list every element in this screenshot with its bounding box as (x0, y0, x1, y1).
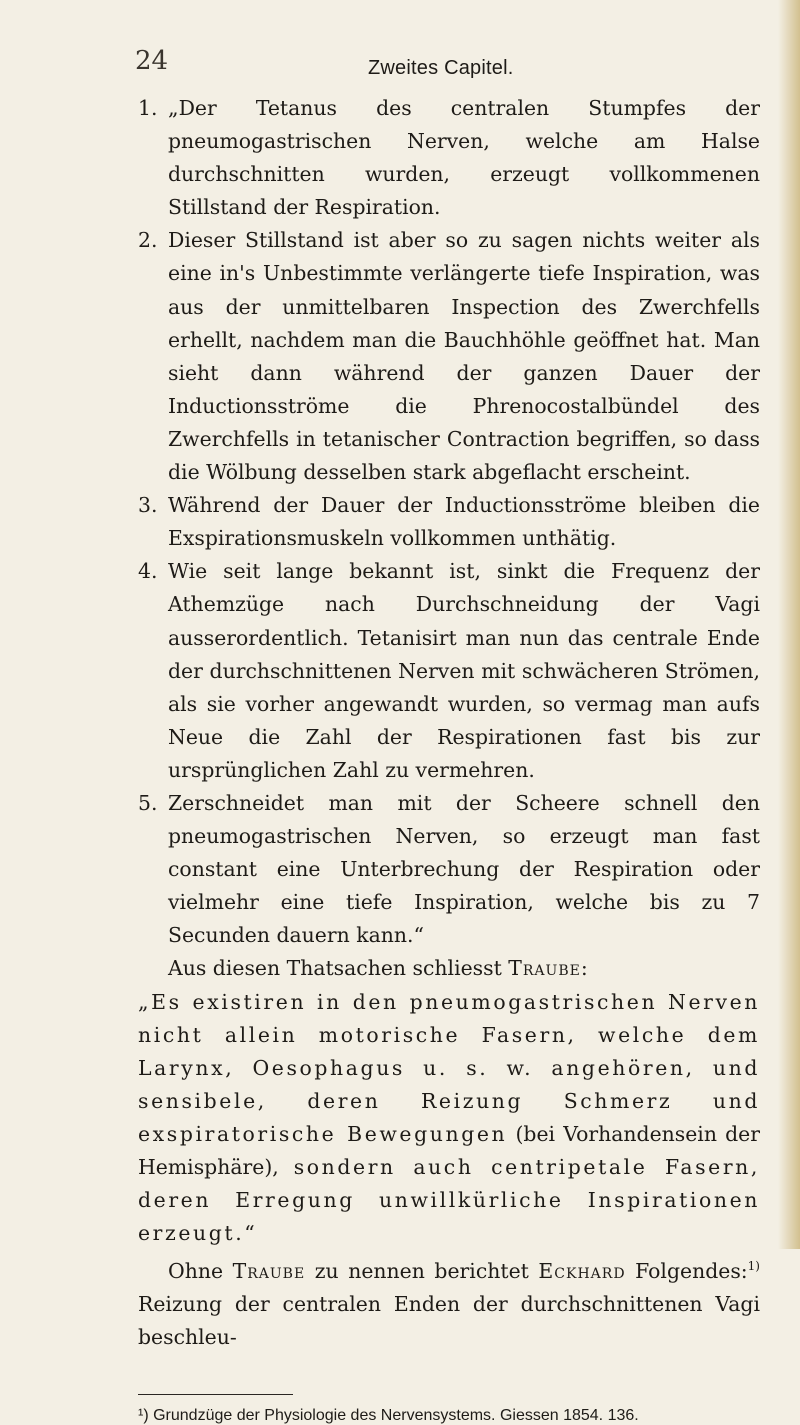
body-text (138, 92, 760, 1354)
item-text: „Der Tetanus des centralen Stumpfes der pneumogastrischen Nerven, welche am Halse durchschnitten wurden, erzeugt vollkommenen Stillstand der Respiration. (168, 96, 760, 220)
item-text: Wie seit lange bekannt ist, sinkt die Frequenz der Athemzüge nach Durchschneidung der Vagi ausserordentlich. Tetanisirt man nun das centrale Ende der durchschnittenen Nerven mit schwächeren Strömen, als sie vorher angewandt wurden, so vermag man aufs Neue die Zahl der Respirationen fast bis zur ursprünglichen Zahl zu vermehren. (168, 559, 760, 782)
closing-text-4: Reizung der centralen Enden der durchschnittenen Vagi beschleu- (138, 1292, 760, 1350)
item-text: Zerschneidet man mit der Scheere schnell den pneumogastrischen Nerven, so erzeugt man fast constant eine Unterbrechung der Respiration oder vielmehr eine tiefe Inspiration, welche bis zu 7 Secunden dauern kann.“ (168, 790, 760, 948)
numbered-item (138, 489, 760, 555)
closing-text-2: zu nennen berichtet (305, 1259, 539, 1284)
footnote-text: Grundzüge der Physiologie des Nervensystems. Giessen 1854. 136. (148, 1407, 639, 1425)
author-name: Traube (508, 956, 581, 981)
book-page (135, 46, 760, 1425)
numbered-item (138, 224, 760, 489)
footnote (138, 1407, 760, 1425)
author-name: Traube (232, 1259, 306, 1284)
running-title: Zweites Capitel. (368, 57, 514, 79)
footnote-ref: 1) (747, 1259, 760, 1274)
item-number: 5. (138, 790, 158, 815)
item-text: Dieser Stillstand ist aber so zu sagen nichts weiter als eine in's Unbestimmte verlängerte tiefe Inspiration, was aus der unmittelbaren Inspection des Zwerchfells erhellt, nachdem man die Bauchhöhle geöffnet hat. Man sieht dann während der ganzen Dauer der Inductionsströme die Phrenocostalbündel des Zwerchfells in tetanischer Contraction begriffen, so dass die Wölbung desselben stark abgeflacht erscheint. (168, 228, 760, 485)
closing-text-1: Ohne (168, 1259, 233, 1284)
quote-part-1: „Es existiren in den pneumogastrischen Nerven nicht allein motorische Fasern, welche dem Larynx, Oesophagus u. s. w. angehören, und sensibele, deren Reizung Schmerz und exspiratorische Bewegungen (138, 989, 760, 1146)
closing-text-3: Folgendes: (625, 1259, 748, 1284)
item-text: Während der Dauer der Inductionsströme bleiben die Exspirationsmuskeln vollkommen unthätig. (168, 493, 760, 551)
author-name: Eckhard (538, 1259, 626, 1284)
page-header (135, 46, 760, 92)
numbered-item (138, 92, 760, 224)
item-number: 1. (138, 96, 158, 120)
footnote-rule (138, 1394, 293, 1395)
traube-quote (138, 986, 760, 1251)
quote-part-2: (bei Vorhandensein der Hemisphäre), (138, 1121, 760, 1179)
quote-part-3: sondern auch centripetale Fasern, deren Erregung unwillkürliche Inspirationen erzeugt.“ (138, 1155, 760, 1246)
item-number: 2. (138, 228, 158, 253)
page-edge-shadow (778, 0, 800, 1249)
numbered-item (138, 555, 760, 787)
page-number: 24 (135, 46, 169, 76)
intro-text: Aus diesen Thatsachen schliesst (168, 956, 509, 981)
item-number: 3. (138, 493, 158, 518)
footnote-marker: ¹) (138, 1407, 149, 1425)
numbered-item (138, 787, 760, 952)
item-number: 4. (138, 559, 158, 584)
traube-intro (138, 952, 760, 985)
intro-colon: : (580, 956, 588, 981)
closing-paragraph (138, 1250, 760, 1354)
